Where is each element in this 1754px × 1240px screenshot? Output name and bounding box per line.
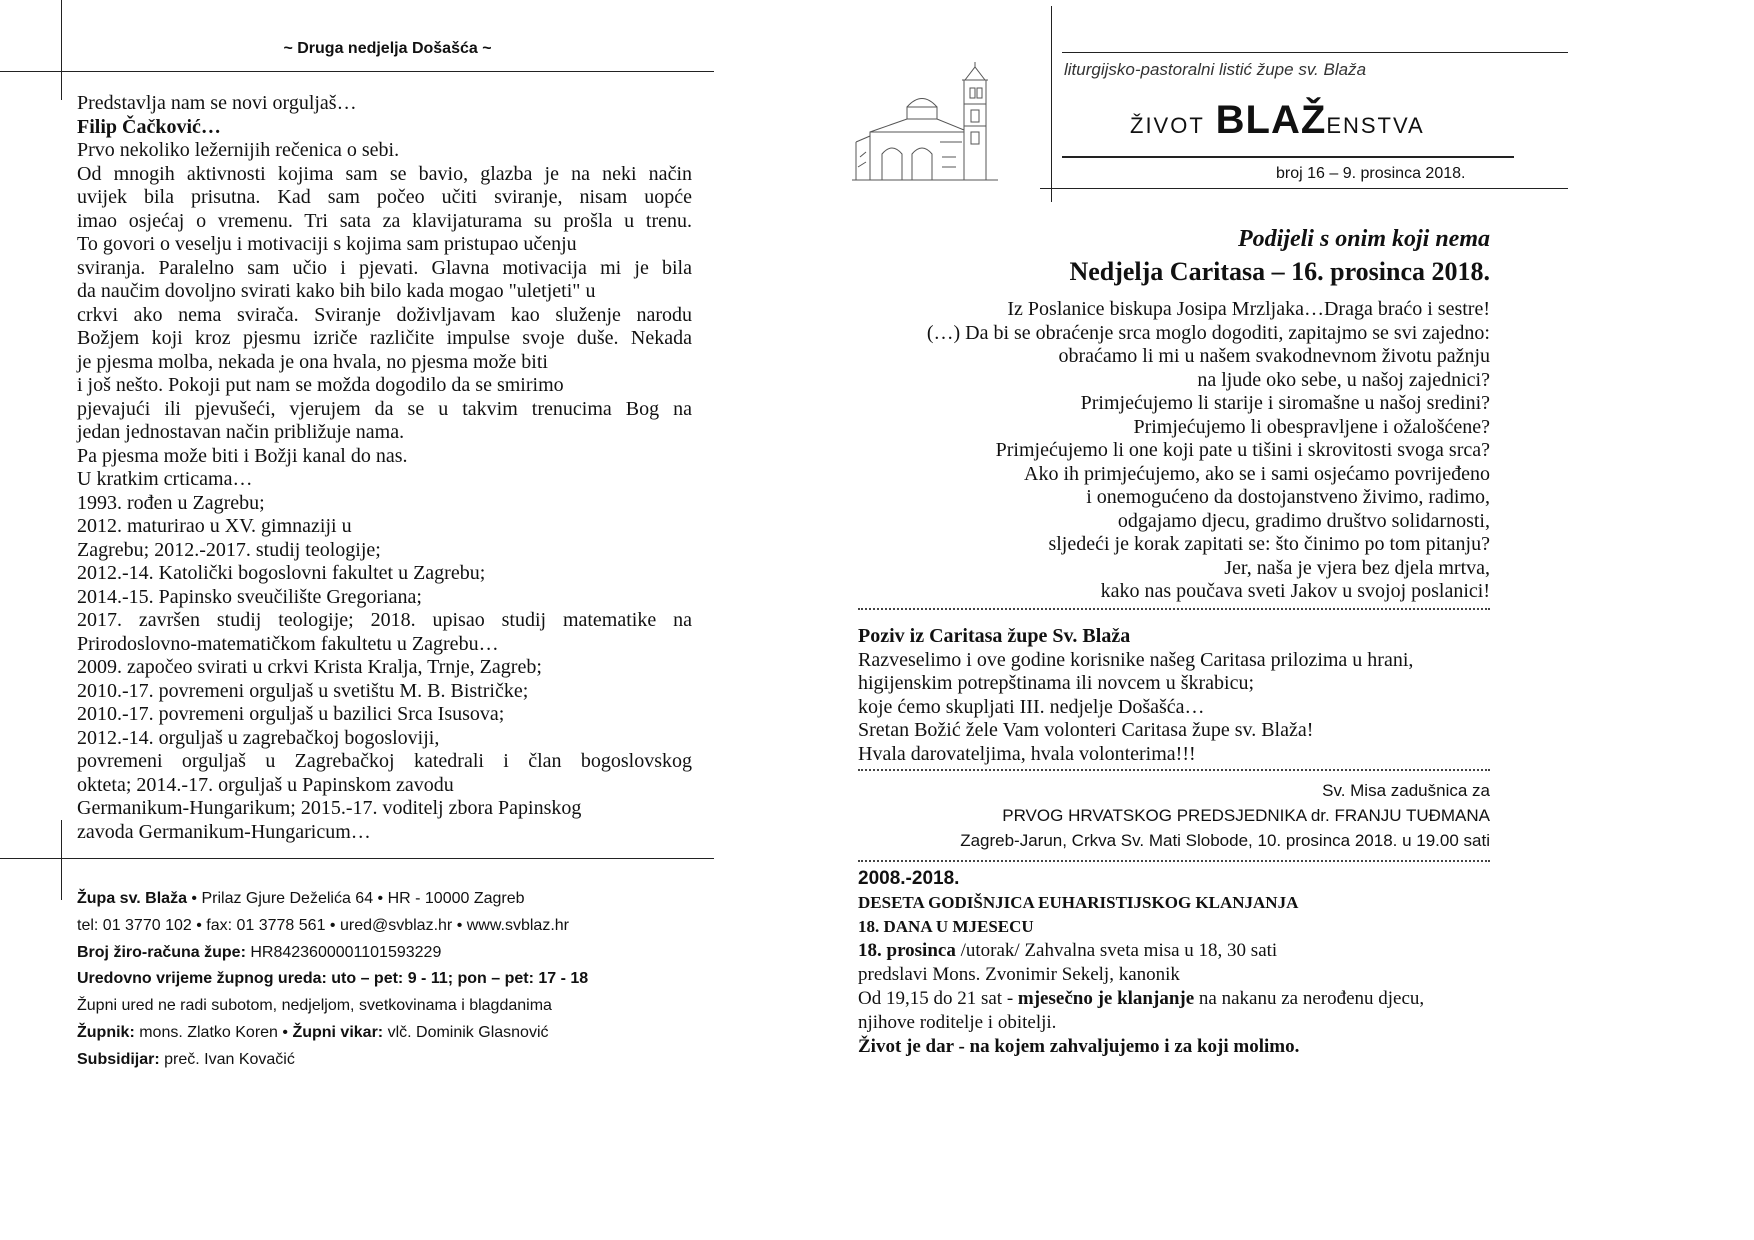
left-page-header: ~ Druga nedjelja Došašća ~ <box>283 40 492 57</box>
masthead-title-rule <box>1062 156 1514 158</box>
misa-line: Sv. Misa zadušnica za <box>1322 781 1490 800</box>
account-number: HR8423600001101593229 <box>245 943 442 961</box>
left-header-rule <box>0 71 714 72</box>
quote-line: odgajamo djecu, gradimo društvo solidarnosti, <box>1117 509 1490 532</box>
caritas-sunday-heading: Nedjelja Caritasa – 16. prosinca 2018. <box>1069 257 1490 286</box>
anniversary-families: njihove roditelje i obitelji. <box>858 1012 1057 1033</box>
quote-line: Ako ih primjećujemo, ako se i sami osjećamo povrijeđeno <box>1024 462 1490 485</box>
quote-line: (…) Da bi se obraćenje srca moglo dogoditi, zapitajmo se svi zajedno: <box>926 321 1490 344</box>
anniversary-closing: Život je dar - na kojem zahvaljujemo i za koji molimo. <box>858 1036 1300 1057</box>
masthead-title-part3: enstva <box>1326 104 1425 140</box>
quote-line: Primjećujemo li obespravljene i ožalošćene? <box>1133 415 1490 438</box>
quote-line: na ljude oko sebe, u našoj zajednici? <box>1197 368 1490 391</box>
subsidiary-line <box>77 1047 717 1074</box>
adoration-monthly: mjesečno je klanjanje <box>1017 988 1195 1009</box>
article-line: 2014.-15. Papinsko sveučilište Gregoriana; <box>77 585 422 608</box>
dotted-divider <box>858 769 1490 771</box>
article-line: Prvo nekoliko ležernijih rečenica o sebi. <box>77 139 400 161</box>
article-line: 2010.-17. povremeni orguljaš u svetištu M. B. Bistričke; <box>77 679 529 702</box>
office-closed-line: Župni ured ne radi subotom, nedjeljom, svetkovinama i blagdanima <box>77 997 552 1015</box>
article-line: uvijek bila prisutna. Kad sam počeo učiti sviranje, nisam uopće <box>77 186 692 208</box>
anniversary-mass-time: /utorak/ Zahvalna sveta misa u 18, 30 sati <box>955 940 1278 961</box>
quote-line: Jer, naša je vjera bez djela mrtva, <box>1224 556 1490 579</box>
clergy-line <box>77 1020 717 1047</box>
article-line: je pjesma molba, nekada je ona hvala, no pjesma može biti <box>77 350 548 373</box>
caritas-line: higijenskim potrepštinama ili novcem u škrabicu; <box>858 672 1255 694</box>
article-line: Pa pjesma može biti i Božji kanal do nas. <box>77 444 408 467</box>
vicar-label: Župni vikar: <box>292 1023 384 1041</box>
adoration-intention: na nakanu za nerođenu djecu, <box>1194 988 1425 1009</box>
dotted-divider <box>858 860 1490 862</box>
parish-address: • Prilaz Gjure Deželića 64 • HR - 10000 Zagreb <box>186 890 525 907</box>
caritas-invitation-title: Poziv iz Caritasa župe Sv. Blaža <box>858 625 1131 647</box>
article-line: 2017. završen studij teologije; 2018. upisao studij matematike na <box>77 609 692 631</box>
quote-line: Iz Poslanice biskupa Josipa Mrzljaka…Draga braćo i sestre! <box>1007 298 1490 320</box>
organist-article <box>77 92 692 844</box>
parish-account-line <box>77 940 717 967</box>
left-bottom-vertical-rule <box>61 820 62 900</box>
masthead-title-part1: život <box>1130 104 1216 140</box>
article-line: crkvi ako nema svirača. Sviranje doživljavam kao služenje narodu <box>77 303 692 326</box>
anniversary-title: DESETA GODIŠNJICA EUHARISTIJSKOG KLANJANJA <box>858 893 1299 912</box>
article-line: Od mnogih aktivnosti kojima sam se bavio, glazba je na neki način <box>77 162 692 185</box>
adoration-anniversary <box>858 867 1498 1059</box>
caritas-line: Hvala darovateljima, hvala volonterima!!! <box>858 742 1196 765</box>
caritas-line: Razveselimo i ove godine korisnike našeg Caritasa prilozima u hrani, <box>858 648 1414 671</box>
parish-info-footer <box>77 886 717 1074</box>
masthead-title-part2: BLAŽ <box>1215 98 1327 142</box>
article-line: okteta; 2014.-17. orguljaš u Papinskom zavodu <box>77 773 454 796</box>
quote-line: obraćamo li mi u našem svakodnevnom životu pažnju <box>1058 345 1490 367</box>
article-line: pjevajući ili pjevušeći, vjerujem da se u takvim trenucima Bog na <box>77 397 692 420</box>
misa-line: Zagreb-Jarun, Crkva Sv. Mati Slobode, 10. prosinca 2018. u 19.00 sati <box>960 831 1490 850</box>
parish-address-line <box>77 886 717 913</box>
parish-contact-line: tel: 01 3770 102 • fax: 01 3778 561 • ured@svblaz.hr • www.svblaz.hr <box>77 916 569 934</box>
bishop-letter-quote <box>840 298 1490 604</box>
article-line: To govori o veselju i motivaciji s kojima sam pristupao učenju <box>77 233 577 255</box>
masthead-top-rule <box>1062 52 1568 53</box>
article-line: 2012.-14. orguljaš u zagrebačkoj bogosloviji, <box>77 726 440 749</box>
article-line: Božjem koji kroz pjesmu izriče različite impulse svoje duše. Nekada <box>77 327 692 349</box>
vicar-name: vlč. Dominik Glasnović <box>383 1023 549 1041</box>
anniversary-time-line <box>858 987 1498 1011</box>
quote-line: Primjećujemo li one koji pate u tišini i skrovitosti svoga srca? <box>995 439 1490 461</box>
article-line: U kratkim crticama… <box>77 468 253 490</box>
account-label: Broj žiro-računa župe: <box>77 943 246 961</box>
masthead-bottom-rule <box>1040 188 1568 189</box>
quote-line: kako nas poučava sveti Jakov u svojoj poslanici! <box>1100 580 1490 602</box>
caritas-invitation <box>858 625 1498 766</box>
office-hours-line: Uredovno vrijeme župnog ureda: uto – pet: 9 - 11; pon – pet: 17 - 18 <box>77 970 589 988</box>
subsidiary-name: preč. Ivan Kovačić <box>159 1050 295 1068</box>
parish-label: Župa sv. Blaža <box>77 890 187 907</box>
anniversary-subtitle: 18. DANA U MJESECU <box>858 917 1034 936</box>
article-line: i još nešto. Pokoji put nam se možda dogodilo da se smirimo <box>77 374 564 396</box>
masthead-vertical-rule <box>1051 6 1052 202</box>
misa-line: PRVOG HRVATSKOG PREDSJEDNIKA dr. FRANJU TUĐMANA <box>1002 806 1490 825</box>
article-line: zavoda Germanikum-Hungaricum… <box>77 820 371 843</box>
quote-line: i onemogućeno da dostojanstveno živimo, radimo, <box>1086 486 1490 508</box>
dotted-divider <box>858 608 1490 610</box>
article-line: Germanikum-Hungarikum; 2015.-17. voditelj zbora Papinskog <box>77 797 582 819</box>
article-name: Filip Čačković… <box>77 115 221 138</box>
left-footer-rule <box>0 858 714 859</box>
caritas-heading: Podijeli s onim koji nema <box>1237 226 1490 252</box>
caritas-line: koje ćemo skupljati III. nedjelje Došašća… <box>858 695 1205 718</box>
article-line: 1993. rođen u Zagrebu; <box>77 491 265 514</box>
anniversary-date: 18. prosinca <box>858 940 956 961</box>
subsidiary-label: Subsidijar: <box>77 1050 160 1068</box>
article-line: jedan jednostavan način približuje nama. <box>77 421 405 443</box>
church-illustration <box>852 62 1002 187</box>
article-line: Zagrebu; 2012.-2017. studij teologije; <box>77 538 381 561</box>
pastor-name: mons. Zlatko Koren • <box>134 1023 293 1041</box>
anniversary-date-line <box>858 939 1498 963</box>
pastor-label: Župnik: <box>77 1023 135 1041</box>
article-line: 2010.-17. povremeni orguljaš u bazilici Srca Isusova; <box>77 703 505 725</box>
masthead-subtitle: liturgijsko-pastoralni listić župe sv. Blaža <box>1064 60 1367 79</box>
anniversary-celebrant: predslavi Mons. Zvonimir Sekelj, kanonik <box>858 964 1180 985</box>
article-line: Prirodoslovno-matematičkom fakultetu u Zagrebu… <box>77 632 499 655</box>
article-line: 2012. maturirao u XV. gimnaziji u <box>77 515 352 537</box>
article-line: 2012.-14. Katolički bogoslovni fakultet u Zagrebu; <box>77 562 486 584</box>
article-line: 2009. započeo svirati u crkvi Krista Kralja, Trnje, Zagreb; <box>77 656 542 678</box>
masthead-title <box>1130 98 1425 143</box>
quote-line: Primjećujemo li starije i siromašne u našoj sredini? <box>1080 392 1490 414</box>
article-line: sviranja. Paralelno sam učio i pjevati. Glavna motivacija mi je bila <box>77 256 692 279</box>
caritas-line: Sretan Božić žele Vam volonteri Caritasa župe sv. Blaža! <box>858 719 1314 741</box>
memorial-mass-notice <box>840 778 1490 853</box>
article-intro: Predstavlja nam se novi orguljaš… <box>77 92 357 114</box>
adoration-time: Od 19,15 do 21 sat - <box>858 988 1018 1009</box>
article-line: da naučim dovoljno svirati kako bih bilo kada mogao "uletjeti" u <box>77 280 596 302</box>
article-line: povremeni orguljaš u Zagrebačkoj katedrali i član bogoslovskog <box>77 750 692 772</box>
quote-line: sljedeći je korak zapitati se: što činimo po tom pitanju? <box>1048 533 1490 555</box>
issue-number: broj 16 – 9. prosinca 2018. <box>1276 165 1466 182</box>
anniversary-years: 2008.-2018. <box>858 868 960 889</box>
article-line: imao osjećaj o vremenu. Tri sata za klavijaturama su prošla u trenu. <box>77 209 692 232</box>
